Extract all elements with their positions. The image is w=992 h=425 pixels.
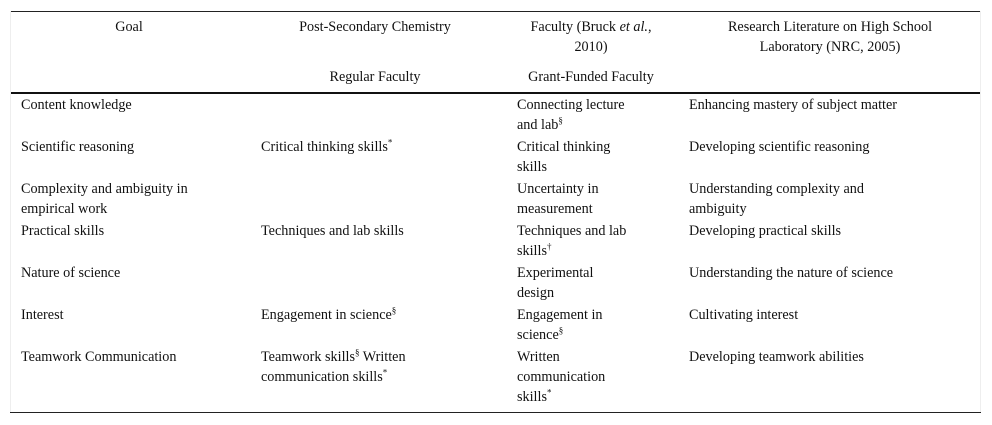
row-complexity-research-line2: ambiguity [689, 201, 747, 217]
row-interest-regular [261, 305, 396, 325]
row-teamwork-grant-line3: skills [517, 389, 547, 405]
row-interest-goal: Interest [21, 307, 64, 323]
row-reasoning-research: Developing scientific reasoning [689, 139, 870, 155]
row-teamwork-regular [261, 347, 406, 387]
row-reasoning-regular [261, 137, 392, 157]
row-complexity-grant-line2: measurement [517, 201, 593, 217]
row-reasoning-goal: Scientific reasoning [21, 139, 135, 155]
footnote-mark: § [558, 115, 563, 126]
row-reasoning-regular-text: Critical thinking skills [261, 139, 388, 155]
row-practical-research: Developing practical skills [689, 223, 842, 239]
row-practical-grant [517, 221, 626, 261]
row-nature-grant-line1: Experimental [517, 265, 594, 281]
row-complexity-grant [517, 179, 599, 219]
row-teamwork-grant-line1: Written [517, 349, 560, 365]
row-practical-grant-line2: skills [517, 243, 547, 259]
row-practical-regular: Techniques and lab skills [261, 223, 404, 239]
row-teamwork-regular-line1a: Teamwork skills [261, 349, 355, 365]
footnote-mark: § [391, 305, 397, 316]
footnote-mark: * [546, 387, 552, 398]
footnote-mark: § [558, 325, 564, 336]
row-complexity-research-line1: Understanding complexity and [689, 181, 864, 197]
row-complexity-goal-line1: Complexity and ambiguity in [21, 181, 188, 197]
header-faculty-pre: Faculty (Bruck [530, 19, 620, 35]
row-interest-grant-line2: science [517, 327, 559, 343]
row-practical-grant-line1: Techniques and lab [517, 223, 627, 239]
row-interest-grant [517, 305, 603, 345]
header-goal: Goal [115, 19, 143, 35]
header-regular-faculty: Regular Faculty [329, 69, 421, 85]
row-interest-regular-text: Engagement in science [261, 307, 392, 323]
row-teamwork-regular-line1b: Written [359, 349, 406, 365]
row-teamwork-research: Developing teamwork abilities [689, 349, 864, 365]
row-nature-grant-line2: design [517, 285, 555, 301]
row-teamwork-goal: Teamwork Communication [21, 349, 177, 365]
footnote-mark: § [354, 347, 360, 358]
row-complexity-research [689, 179, 864, 219]
header-faculty-post: , [647, 19, 652, 35]
row-content-grant [517, 95, 625, 135]
table-left-edge [10, 11, 11, 412]
header-research-line2: Laboratory (NRC, 2005) [759, 39, 901, 55]
row-nature-grant [517, 263, 593, 303]
row-interest-research: Cultivating interest [689, 307, 799, 323]
footnote-mark: † [546, 241, 552, 252]
row-complexity-grant-line1: Uncertainty in [517, 181, 599, 197]
table-header-rule [10, 92, 981, 94]
row-complexity-goal-line2: empirical work [21, 201, 108, 217]
header-research-literature [690, 17, 970, 57]
row-reasoning-grant-line1: Critical thinking [517, 139, 611, 155]
table-right-edge [980, 11, 981, 412]
header-research-line1: Research Literature on High School [727, 19, 933, 35]
row-reasoning-grant [517, 137, 610, 177]
footnote-mark: * [387, 137, 393, 148]
row-nature-goal: Nature of science [21, 265, 121, 281]
table-bottom-rule [10, 412, 981, 413]
footnote-mark: * [382, 367, 388, 378]
row-complexity-goal [21, 179, 188, 219]
row-content-grant-line2: and lab [517, 117, 559, 133]
row-reasoning-grant-line2: skills [517, 159, 547, 175]
row-teamwork-grant-line2: communication [517, 369, 606, 385]
row-teamwork-grant [517, 347, 605, 407]
header-faculty-year: 2010) [574, 39, 608, 55]
row-content-goal: Content knowledge [21, 97, 132, 113]
row-practical-goal: Practical skills [21, 223, 105, 239]
header-faculty-bruck [506, 17, 676, 57]
row-content-research: Enhancing mastery of subject matter [689, 97, 898, 113]
header-grant-funded: Grant-Funded Faculty [528, 69, 654, 85]
header-post-secondary: Post-Secondary Chemistry [299, 19, 451, 35]
row-nature-research: Understanding the nature of science [689, 265, 894, 281]
row-teamwork-regular-line2: communication skills [261, 369, 383, 385]
table-top-rule [10, 11, 981, 12]
row-interest-grant-line1: Engagement in [517, 307, 603, 323]
header-faculty-etal: et al. [619, 19, 648, 35]
row-content-grant-line1: Connecting lecture [517, 97, 625, 113]
